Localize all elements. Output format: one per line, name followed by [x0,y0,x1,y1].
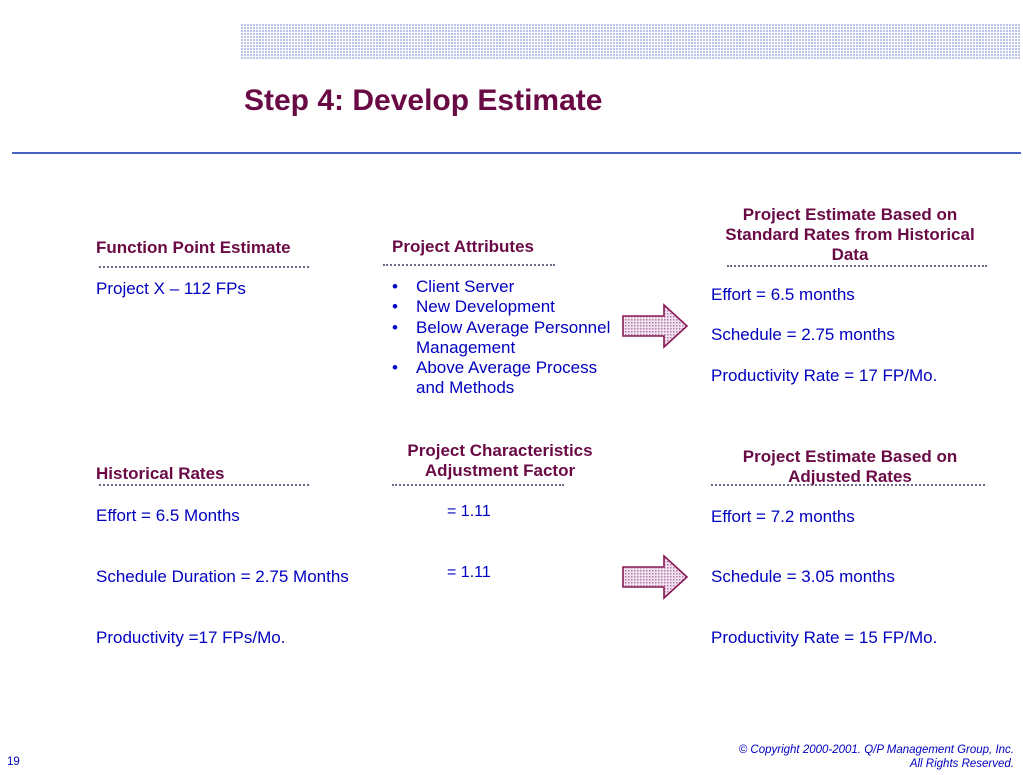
standard-schedule: Schedule = 2.75 months [711,325,895,344]
right-arrow-icon [622,555,688,599]
project-attributes-list [392,277,627,399]
standard-effort: Effort = 6.5 months [711,285,855,304]
attribute-item: • Above Average Process and Methods [392,358,627,399]
attribute-item: • Client Server [392,277,627,297]
standard-estimate-divider [727,265,987,267]
attribute-item: • New Development [392,297,627,317]
slide-title: Step 4: Develop Estimate [244,84,603,117]
function-point-heading: Function Point Estimate [96,238,291,257]
historical-effort: Effort = 6.5 Months [96,506,240,525]
standard-estimate-heading: Project Estimate Based on Standard Rates from Historical Data [725,205,975,264]
right-arrow-icon [622,304,688,348]
header-banner [240,24,1020,60]
standard-productivity: Productivity Rate = 17 FP/Mo. [711,366,938,385]
function-point-divider [99,266,309,268]
adjustment-factor-schedule: = 1.11 [447,564,491,581]
page-number: 19 [7,756,20,768]
adjustment-factor-heading: Project Characteristics Adjustment Factor [407,441,593,480]
adjustment-factor-effort: = 1.11 [447,503,491,520]
project-attributes-divider [383,264,555,266]
adjusted-estimate-heading: Project Estimate Based on Adjusted Rates [742,447,958,486]
historical-rates-divider [99,484,309,486]
adjusted-effort: Effort = 7.2 months [711,507,855,526]
copyright-line: © Copyright 2000-2001. Q/P Management Group, Inc. [738,744,1014,756]
title-underline [12,152,1021,154]
adjustment-factor-divider [392,484,564,486]
historical-rates-heading: Historical Rates [96,464,225,483]
historical-schedule: Schedule Duration = 2.75 Months [96,567,349,586]
rights-line: All Rights Reserved. [909,758,1014,770]
project-attributes-heading: Project Attributes [392,237,535,256]
copyright-notice [594,743,1014,771]
attribute-item: • Below Average Personnel Management [392,318,627,359]
adjusted-productivity: Productivity Rate = 15 FP/Mo. [711,628,938,647]
adjusted-schedule: Schedule = 3.05 months [711,567,895,586]
historical-productivity: Productivity =17 FPs/Mo. [96,628,286,647]
adjusted-estimate-divider [711,484,985,486]
function-point-value: Project X – 112 FPs [96,279,246,298]
